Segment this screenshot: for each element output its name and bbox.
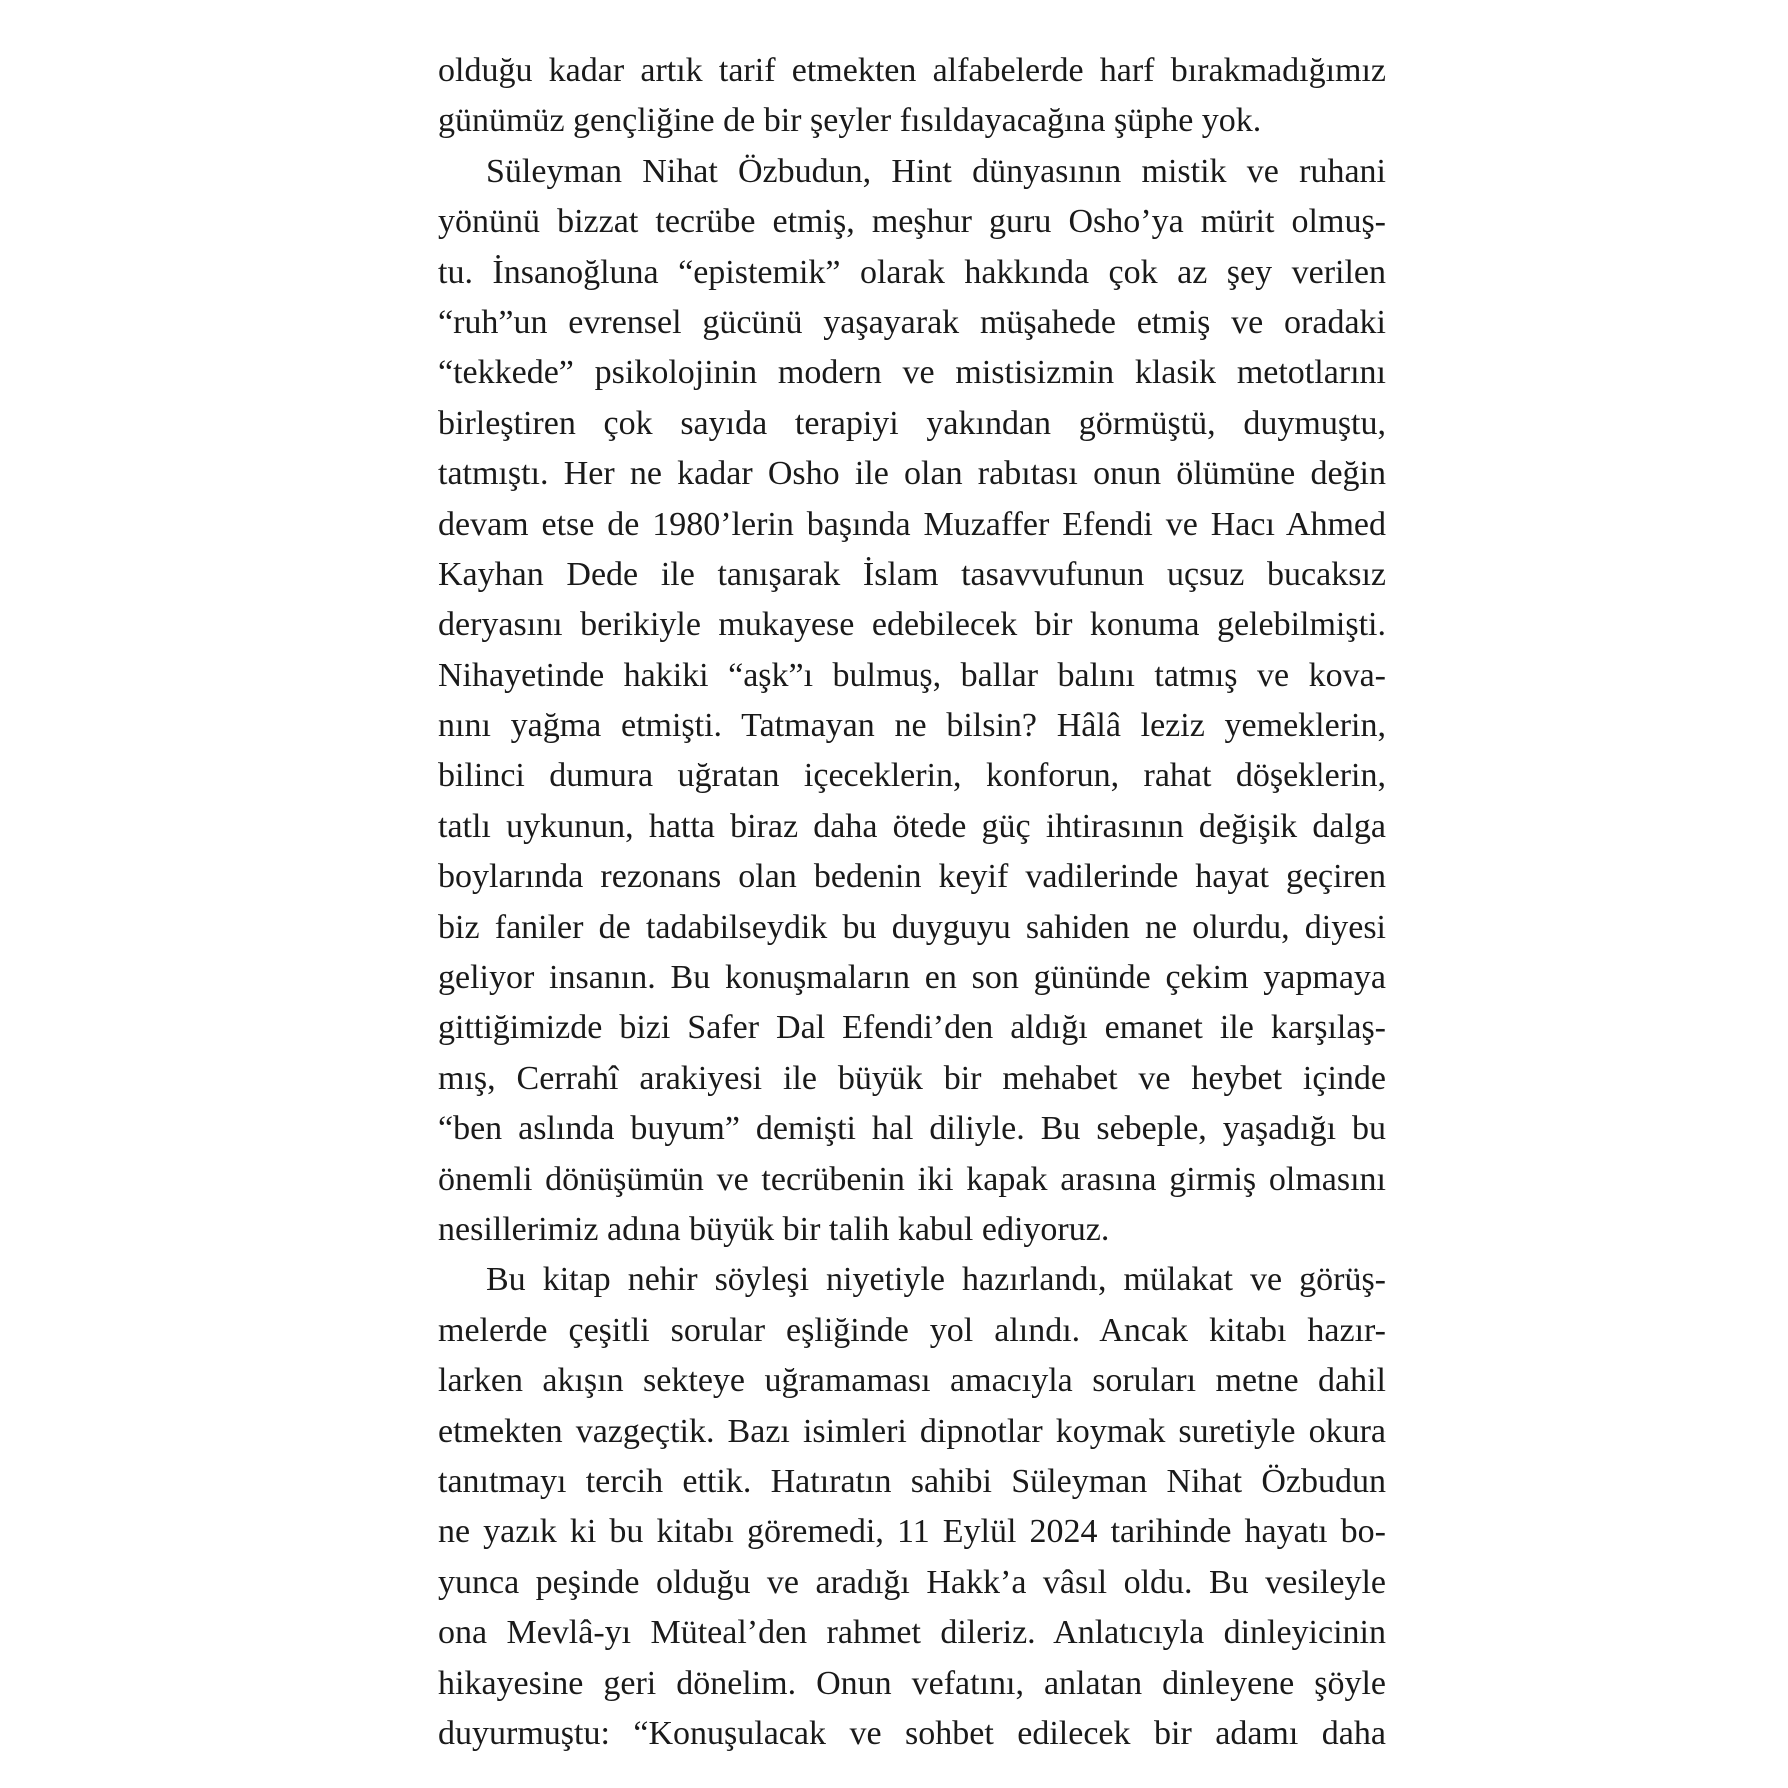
text-line: yönünü bizzat tecrübe etmiş, meşhur guru Osho’ya mürit olmuş-	[438, 203, 1386, 241]
paragraph	[438, 46, 1386, 147]
text-line: larken akışın sekteye uğramaması amacıyla soruları metne dahil	[438, 1362, 1386, 1400]
text-line: etmekten vazgeçtik. Bazı isimleri dipnotlar koymak suretiyle okura	[438, 1412, 1386, 1450]
text-line: olduğu kadar artık tarif etmekten alfabelerde harf bırakmadığımız	[438, 52, 1386, 89]
text-line: devam etse de 1980’lerin başında Muzaffer Efendi ve Hacı Ahmed	[438, 505, 1386, 543]
text-line: geliyor insanın. Bu konuşmaların en son gününde çekim yapmaya	[438, 959, 1386, 997]
text-line: melerde çeşitli sorular eşliğinde yol alındı. Ancak kitabı hazır-	[438, 1311, 1386, 1349]
text-line: nını yağma etmişti. Tatmayan ne bilsin? Hâlâ leziz yemeklerin,	[438, 707, 1386, 745]
text-line: Bu kitap nehir söyleşi niyetiyle hazırlandı, mülakat ve görüş-	[486, 1261, 1386, 1299]
text-line: tanıtmayı tercih ettik. Hatıratın sahibi Süleyman Nihat Özbudun	[438, 1462, 1386, 1500]
text-line: “ruh”un evrensel gücünü yaşayarak müşahede etmiş ve oradaki	[438, 303, 1386, 341]
text-line: ne yazık ki bu kitabı göremedi, 11 Eylül 2024 tarihinde hayatı bo-	[438, 1513, 1386, 1551]
text-line: duyurmuştu: “Konuşulacak ve sohbet edilecek bir adamı daha	[438, 1714, 1386, 1752]
text-line: yunca peşinde olduğu ve aradığı Hakk’a vâsıl oldu. Bu vesileyle	[438, 1563, 1386, 1601]
text-line: Nihayetinde hakiki “aşk”ı bulmuş, ballar balını tatmış ve kova-	[438, 656, 1386, 694]
book-page	[438, 46, 1386, 1759]
text-line: önemli dönüşümün ve tecrübenin iki kapak arasına girmiş olmasını	[438, 1160, 1386, 1198]
text-line: tatlı uykunun, hatta biraz daha ötede güç ihtirasının değişik dalga	[438, 807, 1386, 845]
text-line: gittiğimizde bizi Safer Dal Efendi’den aldığı emanet ile karşılaş-	[438, 1009, 1386, 1047]
paragraph	[438, 1255, 1386, 1759]
text-line: ona Mevlâ-yı Müteal’den rahmet dileriz. Anlatıcıyla dinleyicinin	[438, 1614, 1386, 1652]
text-line: birleştiren çok sayıda terapiyi yakından görmüştü, duymuştu,	[438, 404, 1386, 442]
text-line: günümüz gençliğine de bir şeyler fısıldayacağına şüphe yok.	[438, 102, 1262, 140]
text-line: tu. İnsanoğluna “epistemik” olarak hakkında çok az şey verilen	[438, 253, 1386, 291]
text-line: bilinci dumura uğratan içeceklerin, konforun, rahat döşeklerin,	[438, 757, 1386, 795]
paragraph	[438, 147, 1386, 1256]
text-line: nesillerimiz adına büyük bir talih kabul ediyoruz.	[438, 1210, 1110, 1248]
text-line: “tekkede” psikolojinin modern ve mistisizmin klasik metotlarını	[438, 354, 1386, 392]
text-line: hikayesine geri dönelim. Onun vefatını, anlatan dinleyene şöyle	[438, 1664, 1386, 1702]
text-line: deryasını berikiyle mukayese edebilecek bir konuma gelebilmişti.	[438, 606, 1386, 644]
text-line: boylarında rezonans olan bedenin keyif vadilerinde hayat geçiren	[438, 858, 1386, 896]
text-line: mış, Cerrahî arakiyesi ile büyük bir mehabet ve heybet içinde	[438, 1059, 1386, 1097]
text-line: Kayhan Dede ile tanışarak İslam tasavvufunun uçsuz bucaksız	[438, 555, 1386, 593]
text-line: Süleyman Nihat Özbudun, Hint dünyasının mistik ve ruhani	[486, 152, 1386, 190]
text-line: biz faniler de tadabilseydik bu duyguyu sahiden ne olurdu, diyesi	[438, 908, 1386, 946]
text-line: tatmıştı. Her ne kadar Osho ile olan rabıtası onun ölümüne değin	[438, 455, 1386, 493]
text-line: “ben aslında buyum” demişti hal diliyle. Bu sebeple, yaşadığı bu	[438, 1110, 1386, 1148]
